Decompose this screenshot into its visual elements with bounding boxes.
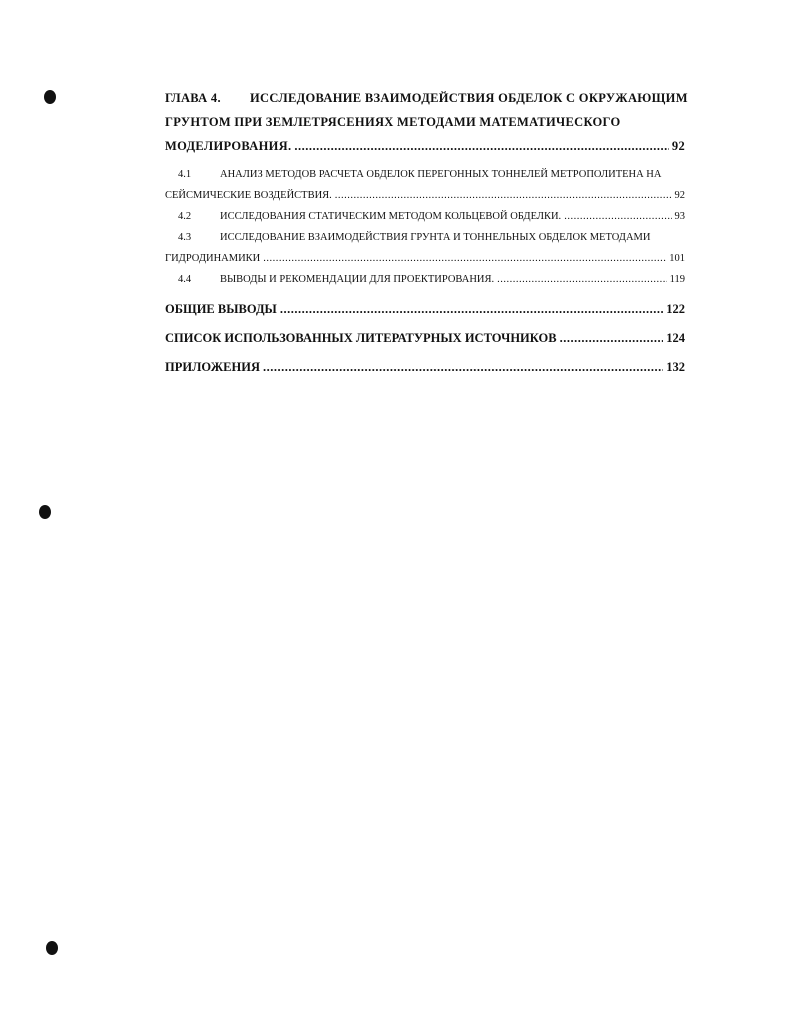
subsection-title: ИССЛЕДОВАНИЯ СТАТИЧЕСКИМ МЕТОДОМ КОЛЬЦЕВОЙ ОБДЕЛКИ. [220,211,562,222]
punch-hole-top [44,90,56,104]
subsection-page: 101 [669,253,685,264]
section-page: 122 [666,302,685,316]
table-of-contents [165,86,688,377]
subsection-title-cont: ГИДРОДИНАМИКИ [165,253,261,264]
toc-subsection-4-2 [178,206,685,227]
leader-dots [497,269,666,290]
leader-dots [280,300,663,319]
leader-dots [263,248,666,269]
subsection-title: ВЫВОДЫ И РЕКОМЕНДАЦИИ ДЛЯ ПРОЕКТИРОВАНИЯ. [220,274,495,285]
leader-dots [564,206,671,227]
subsection-number: 4.4 [178,274,192,285]
toc-chapter-4 [165,86,688,158]
section-page: 124 [666,331,685,345]
subsection-title: ИССЛЕДОВАНИЕ ВЗАИМОДЕЙСТВИЯ ГРУНТА И ТОННЕЛЬНЫХ ОБДЕЛОК МЕТОДАМИ [220,232,651,243]
section-title: ОБЩИЕ ВЫВОДЫ [165,302,277,316]
toc-appendices [165,358,685,377]
toc-subsection-4-3 [165,227,685,269]
chapter-label: ГЛАВА 4. [165,91,221,105]
subsection-title: АНАЛИЗ МЕТОДОВ РАСЧЕТА ОБДЕЛОК ПЕРЕГОННЫХ ТОННЕЛЕЙ МЕТРОПОЛИТЕНА НА [220,169,662,180]
leader-dots [294,134,669,158]
toc-subsection-4-4 [178,269,685,290]
leader-dots [263,358,663,377]
toc-general-conclusions [165,300,685,319]
punch-hole-middle [39,505,51,519]
section-title: ПРИЛОЖЕНИЯ [165,360,260,374]
subsection-page: 119 [669,274,685,285]
punch-hole-bottom [46,941,58,955]
subsection-number: 4.3 [178,232,192,243]
subsection-page: 93 [674,211,685,222]
subsection-number: 4.1 [178,169,192,180]
chapter-title-line-2: ГРУНТОМ ПРИ ЗЕМЛЕТРЯСЕНИЯХ МЕТОДАМИ МАТЕМАТИЧЕСКОГО [165,115,621,129]
subsection-title-cont: СЕЙСМИЧЕСКИЕ ВОЗДЕЙСТВИЯ. [165,190,332,201]
section-page: 132 [666,360,685,374]
subsection-page: 92 [674,190,685,201]
subsection-number: 4.2 [178,211,192,222]
toc-references [165,329,685,348]
chapter-page: 92 [671,139,685,153]
section-title: СПИСОК ИСПОЛЬЗОВАННЫХ ЛИТЕРАТУРНЫХ ИСТОЧНИКОВ [165,331,557,345]
chapter-title-line-3: МОДЕЛИРОВАНИЯ. [165,139,292,153]
leader-dots [335,185,672,206]
chapter-title-line-1: ИССЛЕДОВАНИЕ ВЗАИМОДЕЙСТВИЯ ОБДЕЛОК С ОКРУЖАЮЩИМ [250,91,688,105]
leader-dots [560,329,664,348]
toc-subsection-4-1 [165,164,685,206]
